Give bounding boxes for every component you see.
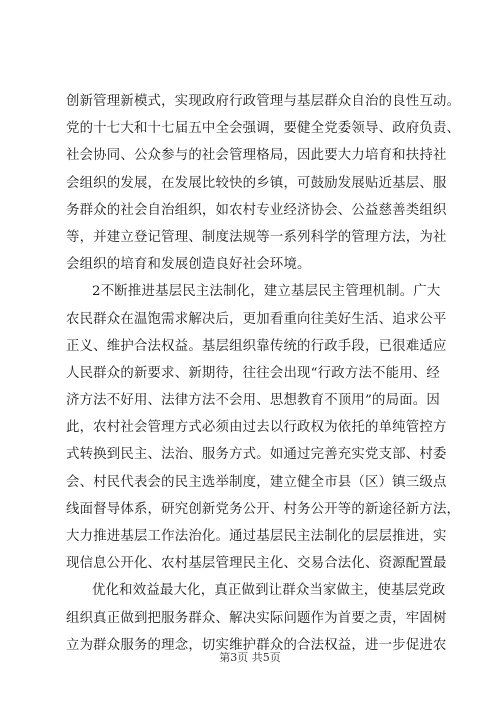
text-line: 社会协同、公众参与的社会管理格局，因此要大力培育和扶持社 <box>66 148 447 164</box>
text-line: 党的十七大和十七届五中全会强调，要健全党委领导、政府负责、 <box>66 121 461 137</box>
text-line: 线面督导体系，研究创新党务公开、村务公开等的新途径新方法， <box>66 501 461 517</box>
page-footer: 第3页 共5页 <box>219 651 281 664</box>
text-line: 等，并建立登记管理、制度法规等一系列科学的管理方法，为社 <box>66 229 447 245</box>
body-text <box>66 88 461 659</box>
text-line: 组织真正做到把服务群众、解决实际问题作为首要之责，牢固树 <box>66 610 447 626</box>
text-line: 大力推进基层工作法治化。通过基层民主法制化的层层推进，实 <box>66 529 447 544</box>
text-line: 优化和效益最大化，真正做到让群众当家做主，使基层党政 <box>92 583 446 599</box>
text-line: 此，农村社会管理方式必须由过去以行政权为依托的单纯管控方 <box>66 420 447 436</box>
text-line: 会组织的培育和发展创造良好社会环境。 <box>66 257 311 273</box>
text-line: 会组织的发展，在发展比较快的乡镇，可鼓励发展贴近基层、服 <box>66 175 447 191</box>
text-line: 会、村民代表会的民主选举制度，建立健全市县（区）镇三级点 <box>66 474 447 490</box>
text-line: 立为群众服务的理念，切实维护群众的合法权益，进一步促进农 <box>66 637 447 653</box>
text-line: 人民群众的新要求、新期待，往往会出现“行政方法不能用、经 <box>66 365 440 381</box>
text-line: 现信息公开化、农村基层管理民主化、交易合法化、资源配置最 <box>66 556 447 572</box>
text-line: 式转换到民主、法治、服务方式。如通过完善充实党支部、村委 <box>66 447 447 463</box>
text-line: 创新管理新模式，实现政府行政管理与基层群众自治的良性互动。 <box>66 94 461 109</box>
text-line: 2不断推进基层民主法制化，建立基层民主管理机制。广大 <box>92 284 441 300</box>
text-line: 济方法不好用、法律方法不会用、思想教育不顶用”的局面。因 <box>66 393 440 409</box>
text-line: 农民群众在温饱需求解决后，更加看重向往美好生活、追求公平 <box>66 311 447 327</box>
text-line: 务群众的社会自治组织，如农村专业经济协会、公益慈善类组织 <box>66 202 447 218</box>
text-line: 正义、维护合法权益。基层组织靠传统的行政手段，已很难适应 <box>66 338 447 354</box>
